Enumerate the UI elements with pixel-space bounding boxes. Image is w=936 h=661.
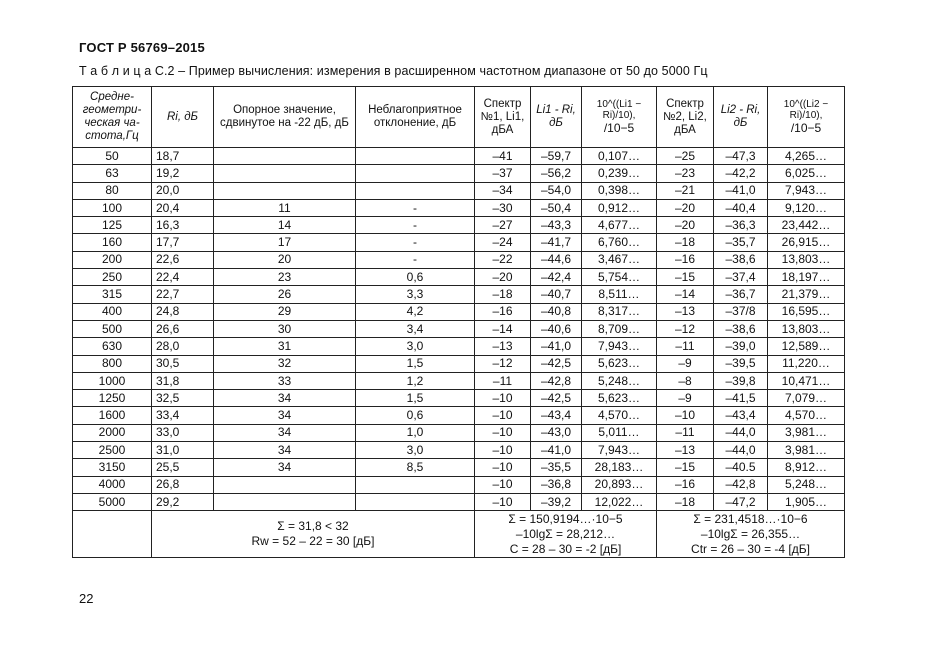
cell-diff2: –41,0 [714, 182, 768, 199]
cell-reference: 34 [214, 442, 356, 459]
cell-exp2: 26,915… [768, 234, 845, 251]
cell-diff2: –36,3 [714, 217, 768, 234]
cell-diff1: –36,8 [531, 476, 582, 493]
cell-ri: 17,7 [152, 234, 214, 251]
cell-spectrum1: –16 [475, 303, 531, 320]
document-standard-title: ГОСТ Р 56769–2015 [79, 40, 205, 55]
cell-reference: 34 [214, 459, 356, 476]
cell-diff1: –43,3 [531, 217, 582, 234]
cell-exp2: 6,025… [768, 165, 845, 182]
table-row [73, 286, 845, 303]
summary-s2-log: –10lgΣ = 26,355… [700, 526, 801, 541]
cell-ri: 22,4 [152, 269, 214, 286]
cell-exp2: 13,803… [768, 251, 845, 268]
cell-exp2: 3,981… [768, 424, 845, 441]
cell-spectrum1: –27 [475, 217, 531, 234]
cell-exp1: 4,570… [582, 407, 657, 424]
header-spectrum1: Спектр №1, Li1, дБА [475, 87, 531, 148]
cell-diff2: –38,6 [714, 320, 768, 337]
cell-reference: 32 [214, 355, 356, 372]
cell-reference: 34 [214, 390, 356, 407]
header-spectrum2: Спектр №2, Li2, дБА [657, 87, 714, 148]
cell-exp2: 11,220… [768, 355, 845, 372]
cell-ri: 26,8 [152, 476, 214, 493]
cell-spectrum2: –15 [657, 459, 714, 476]
cell-reference [214, 493, 356, 510]
cell-spectrum1: –10 [475, 442, 531, 459]
cell-deviation: 3,3 [356, 286, 475, 303]
cell-deviation: 8,5 [356, 459, 475, 476]
cell-reference [214, 476, 356, 493]
cell-diff2: –42,2 [714, 165, 768, 182]
cell-spectrum1: –24 [475, 234, 531, 251]
table-row [73, 407, 845, 424]
cell-frequency: 2000 [73, 424, 152, 441]
cell-exp1: 5,623… [582, 355, 657, 372]
cell-frequency: 800 [73, 355, 152, 372]
header-ri: Ri, дБ [152, 87, 214, 148]
summary-spectrum1 [475, 511, 657, 558]
cell-deviation: 1,5 [356, 355, 475, 372]
table-row [73, 269, 845, 286]
cell-frequency: 500 [73, 320, 152, 337]
table-row [73, 459, 845, 476]
header-diff2: Li2 - Ri, дБ [714, 87, 768, 148]
cell-spectrum2: –21 [657, 182, 714, 199]
cell-spectrum2: –11 [657, 338, 714, 355]
cell-ri: 30,5 [152, 355, 214, 372]
table-row [73, 182, 845, 199]
cell-deviation: 0,6 [356, 407, 475, 424]
cell-exp2: 1,905… [768, 493, 845, 510]
cell-frequency: 200 [73, 251, 152, 268]
cell-reference: 17 [214, 234, 356, 251]
cell-exp1: 0,912… [582, 199, 657, 216]
cell-spectrum2: –25 [657, 148, 714, 165]
cell-reference: 26 [214, 286, 356, 303]
cell-spectrum1: –34 [475, 182, 531, 199]
cell-spectrum1: –12 [475, 355, 531, 372]
cell-frequency: 63 [73, 165, 152, 182]
header-exp2-unit: /10−5 [790, 120, 822, 135]
table-row [73, 148, 845, 165]
cell-exp2: 5,248… [768, 476, 845, 493]
cell-exp1: 5,248… [582, 372, 657, 389]
cell-deviation: 4,2 [356, 303, 475, 320]
cell-deviation [356, 493, 475, 510]
header-deviation: Неблагоприятное отклонение, дБ [356, 87, 475, 148]
cell-ri: 16,3 [152, 217, 214, 234]
cell-exp1: 28,183… [582, 459, 657, 476]
table-body [73, 148, 845, 511]
table-row [73, 338, 845, 355]
cell-frequency: 80 [73, 182, 152, 199]
cell-spectrum2: –9 [657, 390, 714, 407]
cell-exp2: 18,197… [768, 269, 845, 286]
cell-diff2: –43,4 [714, 407, 768, 424]
cell-reference: 34 [214, 407, 356, 424]
cell-reference [214, 148, 356, 165]
cell-diff2: –35,7 [714, 234, 768, 251]
cell-ri: 33,4 [152, 407, 214, 424]
cell-exp1: 8,511… [582, 286, 657, 303]
cell-diff1: –39,2 [531, 493, 582, 510]
cell-spectrum2: –20 [657, 199, 714, 216]
cell-reference: 31 [214, 338, 356, 355]
cell-exp2: 23,442… [768, 217, 845, 234]
cell-exp2: 9,120… [768, 199, 845, 216]
cell-spectrum1: –10 [475, 390, 531, 407]
cell-diff1: –43,0 [531, 424, 582, 441]
cell-spectrum1: –20 [475, 269, 531, 286]
cell-deviation: - [356, 217, 475, 234]
cell-diff2: –47,3 [714, 148, 768, 165]
cell-frequency: 1600 [73, 407, 152, 424]
cell-spectrum2: –23 [657, 165, 714, 182]
cell-frequency: 160 [73, 234, 152, 251]
cell-exp2: 21,379… [768, 286, 845, 303]
table-row [73, 390, 845, 407]
cell-diff1: –50,4 [531, 199, 582, 216]
cell-diff1: –42,5 [531, 390, 582, 407]
table-row [73, 303, 845, 320]
cell-deviation: 3,4 [356, 320, 475, 337]
cell-frequency: 5000 [73, 493, 152, 510]
header-exp1-unit: /10−5 [603, 120, 635, 135]
cell-spectrum2: –8 [657, 372, 714, 389]
cell-frequency: 2500 [73, 442, 152, 459]
cell-exp1: 5,623… [582, 390, 657, 407]
cell-diff1: –35,5 [531, 459, 582, 476]
cell-exp2: 3,981… [768, 442, 845, 459]
cell-diff1: –43,4 [531, 407, 582, 424]
table-row [73, 251, 845, 268]
cell-spectrum1: –37 [475, 165, 531, 182]
cell-frequency: 100 [73, 199, 152, 216]
cell-reference: 30 [214, 320, 356, 337]
cell-frequency: 3150 [73, 459, 152, 476]
cell-diff1: –44,6 [531, 251, 582, 268]
calculation-table [72, 86, 845, 558]
table-row [73, 320, 845, 337]
cell-deviation: 0,6 [356, 269, 475, 286]
cell-diff1: –42,8 [531, 372, 582, 389]
cell-reference: 33 [214, 372, 356, 389]
cell-reference: 34 [214, 424, 356, 441]
cell-exp2: 7,943… [768, 182, 845, 199]
table-header-row [73, 87, 845, 148]
cell-diff1: –40,8 [531, 303, 582, 320]
cell-reference: 11 [214, 199, 356, 216]
cell-spectrum1: –10 [475, 424, 531, 441]
cell-frequency: 630 [73, 338, 152, 355]
cell-diff1: –40,6 [531, 320, 582, 337]
cell-ri: 22,6 [152, 251, 214, 268]
cell-ri: 29,2 [152, 493, 214, 510]
summary-s2-ctr: Ctr = 26 – 30 = -4 [дБ] [691, 541, 810, 556]
table-row [73, 217, 845, 234]
cell-exp1: 7,943… [582, 338, 657, 355]
summary-s1-log: –10lgΣ = 28,212… [515, 526, 616, 541]
cell-ri: 31,0 [152, 442, 214, 459]
cell-exp1: 0,398… [582, 182, 657, 199]
table-row [73, 165, 845, 182]
cell-diff1: –40,7 [531, 286, 582, 303]
cell-diff1: –54,0 [531, 182, 582, 199]
summary-s1-c: C = 28 – 30 = -2 [дБ] [509, 541, 622, 556]
summary-s2-sum: Σ = 231,4518…·10−6 [693, 511, 808, 526]
cell-frequency: 400 [73, 303, 152, 320]
cell-ri: 25,5 [152, 459, 214, 476]
cell-exp2: 10,471… [768, 372, 845, 389]
cell-ri: 18,7 [152, 148, 214, 165]
cell-diff2: –39,8 [714, 372, 768, 389]
cell-deviation [356, 182, 475, 199]
cell-diff1: –41,7 [531, 234, 582, 251]
cell-diff1: –42,4 [531, 269, 582, 286]
cell-deviation: - [356, 251, 475, 268]
cell-exp1: 8,317… [582, 303, 657, 320]
header-frequency: Средне-геометри-ческая ча-стота,Гц [73, 87, 152, 148]
cell-exp2: 8,912… [768, 459, 845, 476]
cell-spectrum1: –11 [475, 372, 531, 389]
cell-exp2: 4,570… [768, 407, 845, 424]
cell-spectrum1: –13 [475, 338, 531, 355]
cell-spectrum1: –22 [475, 251, 531, 268]
cell-exp2: 4,265… [768, 148, 845, 165]
cell-frequency: 125 [73, 217, 152, 234]
cell-spectrum1: –30 [475, 199, 531, 216]
cell-ri: 32,5 [152, 390, 214, 407]
header-diff1: Li1 - Ri, дБ [531, 87, 582, 148]
cell-diff2: –38,6 [714, 251, 768, 268]
summary-rw-sum: Σ = 31,8 < 32 [277, 519, 349, 534]
page-number: 22 [79, 591, 94, 606]
cell-spectrum1: –10 [475, 407, 531, 424]
summary-rw-value: Rw = 52 – 22 = 30 [дБ] [251, 534, 375, 549]
table-row [73, 476, 845, 493]
cell-spectrum1: –41 [475, 148, 531, 165]
cell-ri: 33,0 [152, 424, 214, 441]
table-row [73, 199, 845, 216]
cell-ri: 31,8 [152, 372, 214, 389]
cell-spectrum1: –10 [475, 493, 531, 510]
cell-spectrum2: –16 [657, 476, 714, 493]
cell-frequency: 1250 [73, 390, 152, 407]
table-row [73, 442, 845, 459]
cell-exp2: 12,589… [768, 338, 845, 355]
cell-deviation [356, 148, 475, 165]
cell-frequency: 1000 [73, 372, 152, 389]
cell-deviation: 1,5 [356, 390, 475, 407]
cell-diff2: –39,0 [714, 338, 768, 355]
table-summary-row [73, 511, 845, 558]
summary-spectrum2 [657, 511, 845, 558]
cell-diff1: –59,7 [531, 148, 582, 165]
cell-spectrum2: –13 [657, 442, 714, 459]
cell-diff2: –37/8 [714, 303, 768, 320]
summary-rw [152, 511, 475, 558]
cell-spectrum2: –14 [657, 286, 714, 303]
cell-diff2: –40,4 [714, 199, 768, 216]
cell-exp1: 8,709… [582, 320, 657, 337]
cell-spectrum2: –20 [657, 217, 714, 234]
cell-spectrum2: –12 [657, 320, 714, 337]
cell-ri: 20,4 [152, 199, 214, 216]
cell-deviation: 3,0 [356, 442, 475, 459]
header-exp2-formula: 10^((Li2 − Ri)/10), [783, 98, 829, 121]
cell-spectrum2: –11 [657, 424, 714, 441]
cell-diff2: –44,0 [714, 442, 768, 459]
cell-exp1: 6,760… [582, 234, 657, 251]
cell-ri: 28,0 [152, 338, 214, 355]
cell-spectrum2: –15 [657, 269, 714, 286]
cell-diff1: –56,2 [531, 165, 582, 182]
cell-reference: 14 [214, 217, 356, 234]
cell-deviation [356, 476, 475, 493]
cell-spectrum2: –18 [657, 234, 714, 251]
cell-exp1: 5,754… [582, 269, 657, 286]
cell-diff2: –44,0 [714, 424, 768, 441]
cell-exp1: 0,239… [582, 165, 657, 182]
cell-spectrum1: –10 [475, 476, 531, 493]
cell-deviation: - [356, 199, 475, 216]
summary-empty-cell [73, 511, 152, 558]
cell-diff2: –47,2 [714, 493, 768, 510]
cell-ri: 20,0 [152, 182, 214, 199]
cell-exp1: 20,893… [582, 476, 657, 493]
cell-frequency: 250 [73, 269, 152, 286]
cell-spectrum1: –10 [475, 459, 531, 476]
cell-spectrum2: –18 [657, 493, 714, 510]
cell-spectrum2: –9 [657, 355, 714, 372]
cell-diff1: –41,0 [531, 338, 582, 355]
cell-ri: 24,8 [152, 303, 214, 320]
cell-spectrum2: –16 [657, 251, 714, 268]
table-row [73, 493, 845, 510]
table-row [73, 355, 845, 372]
cell-ri: 22,7 [152, 286, 214, 303]
table-row [73, 372, 845, 389]
table-row [73, 424, 845, 441]
cell-reference: 20 [214, 251, 356, 268]
cell-reference [214, 182, 356, 199]
cell-frequency: 315 [73, 286, 152, 303]
cell-ri: 19,2 [152, 165, 214, 182]
header-exp1 [582, 87, 657, 148]
cell-reference: 23 [214, 269, 356, 286]
cell-spectrum2: –13 [657, 303, 714, 320]
cell-frequency: 50 [73, 148, 152, 165]
cell-spectrum1: –14 [475, 320, 531, 337]
cell-diff1: –42,5 [531, 355, 582, 372]
cell-reference [214, 165, 356, 182]
cell-deviation: 1,0 [356, 424, 475, 441]
cell-exp2: 16,595… [768, 303, 845, 320]
cell-diff2: –41,5 [714, 390, 768, 407]
cell-exp1: 4,677… [582, 217, 657, 234]
cell-exp1: 3,467… [582, 251, 657, 268]
cell-deviation [356, 165, 475, 182]
cell-deviation: - [356, 234, 475, 251]
table-row [73, 234, 845, 251]
cell-exp2: 7,079… [768, 390, 845, 407]
cell-spectrum1: –18 [475, 286, 531, 303]
cell-exp1: 0,107… [582, 148, 657, 165]
cell-frequency: 4000 [73, 476, 152, 493]
cell-diff2: –42,8 [714, 476, 768, 493]
header-exp2 [768, 87, 845, 148]
cell-spectrum2: –10 [657, 407, 714, 424]
cell-exp1: 7,943… [582, 442, 657, 459]
cell-exp1: 12,022… [582, 493, 657, 510]
cell-reference: 29 [214, 303, 356, 320]
summary-s1-sum: Σ = 150,9194…·10−5 [508, 511, 623, 526]
cell-diff2: –36,7 [714, 286, 768, 303]
cell-diff2: –40.5 [714, 459, 768, 476]
cell-ri: 26,6 [152, 320, 214, 337]
header-reference: Опорное значение, сдвинутое на -22 дБ, дБ [214, 87, 356, 148]
cell-exp2: 13,803… [768, 320, 845, 337]
table-caption: Т а б л и ц а С.2 – Пример вычисления: измерения в расширенном частотном диапазоне от 50 до 5000 Гц [79, 64, 708, 78]
cell-exp1: 5,011… [582, 424, 657, 441]
cell-diff2: –37,4 [714, 269, 768, 286]
cell-deviation: 3,0 [356, 338, 475, 355]
cell-deviation: 1,2 [356, 372, 475, 389]
cell-diff1: –41,0 [531, 442, 582, 459]
cell-diff2: –39,5 [714, 355, 768, 372]
header-exp1-formula: 10^((Li1 − Ri)/10), [596, 98, 642, 121]
